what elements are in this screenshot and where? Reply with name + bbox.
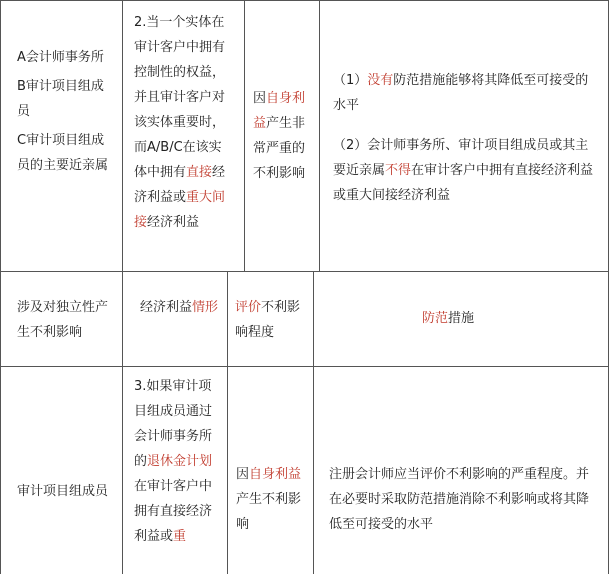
row3-impact-cell: [236, 462, 310, 537]
row3-impact-text: 因自身利益产生不利影响: [236, 467, 302, 532]
row1-entity-b: B审计项目组成员: [17, 79, 104, 119]
row2-evaluation-header: [235, 295, 309, 345]
row3-member-cell: [17, 479, 115, 504]
row1-measure-1: （1）没有防范措施能够将其降低至可接受的水平: [333, 73, 589, 113]
row1-measure-2: （2）会计师事务所、审计项目组成员或其主要近亲属不得在审计客户中拥有直接经济利益或重大间接经济利益: [333, 138, 594, 203]
row1-impact-cell: [253, 86, 313, 186]
border-left: [0, 0, 1, 574]
row1-situation-cell: [134, 10, 230, 235]
border-col1: [122, 0, 123, 574]
row2-evaluation-text: 评价不利影响程度: [235, 300, 301, 340]
row1-entity-c: C审计项目组成员的主要近亲属: [17, 133, 109, 173]
row2-measures-header: [422, 306, 542, 331]
row2-scope-text: 涉及对独立性产生不利影响: [17, 300, 109, 340]
row3-member-text: 审计项目组成员: [17, 484, 109, 499]
row1-entity-a: A会计师事务所: [17, 50, 104, 65]
row1-entities-cell: [17, 45, 115, 178]
row2-situation-header: [140, 295, 224, 320]
row3-situation-cell: [134, 374, 222, 549]
row2-measures-text: 防范措施: [422, 311, 475, 326]
row1-measures-cell: [333, 68, 595, 208]
row2-situation-text: 经济利益情形: [140, 300, 219, 315]
row3-measures-text: 注册会计师应当评价不利影响的严重程度。并在必要时采取防范措施消除不利影响或将其降低至可接受的水平: [329, 467, 590, 532]
border-col2-row23: [227, 271, 228, 574]
border-row2-bottom: [0, 366, 609, 367]
border-col3-row23: [313, 271, 314, 574]
border-top: [0, 0, 609, 1]
row3-measures-cell: [329, 462, 597, 537]
row1-situation-text: 2.当一个实体在审计客户中拥有控制性的权益，并且审计客户对该实体重要时，而A/B/C在该实体中拥有直接经济利益或重大间接经济利益: [134, 15, 226, 230]
row3-situation-text: 3.如果审计项目组成员通过会计师事务所的退休金计划在审计客户中拥有直接经济利益或重: [134, 379, 213, 544]
border-col2-row1: [244, 0, 245, 272]
border-col3-row1: [319, 0, 320, 272]
row2-scope-cell: [17, 295, 113, 345]
row1-impact-text: 因自身利益产生非常严重的不利影响: [253, 91, 306, 181]
border-row1-bottom: [0, 271, 609, 272]
